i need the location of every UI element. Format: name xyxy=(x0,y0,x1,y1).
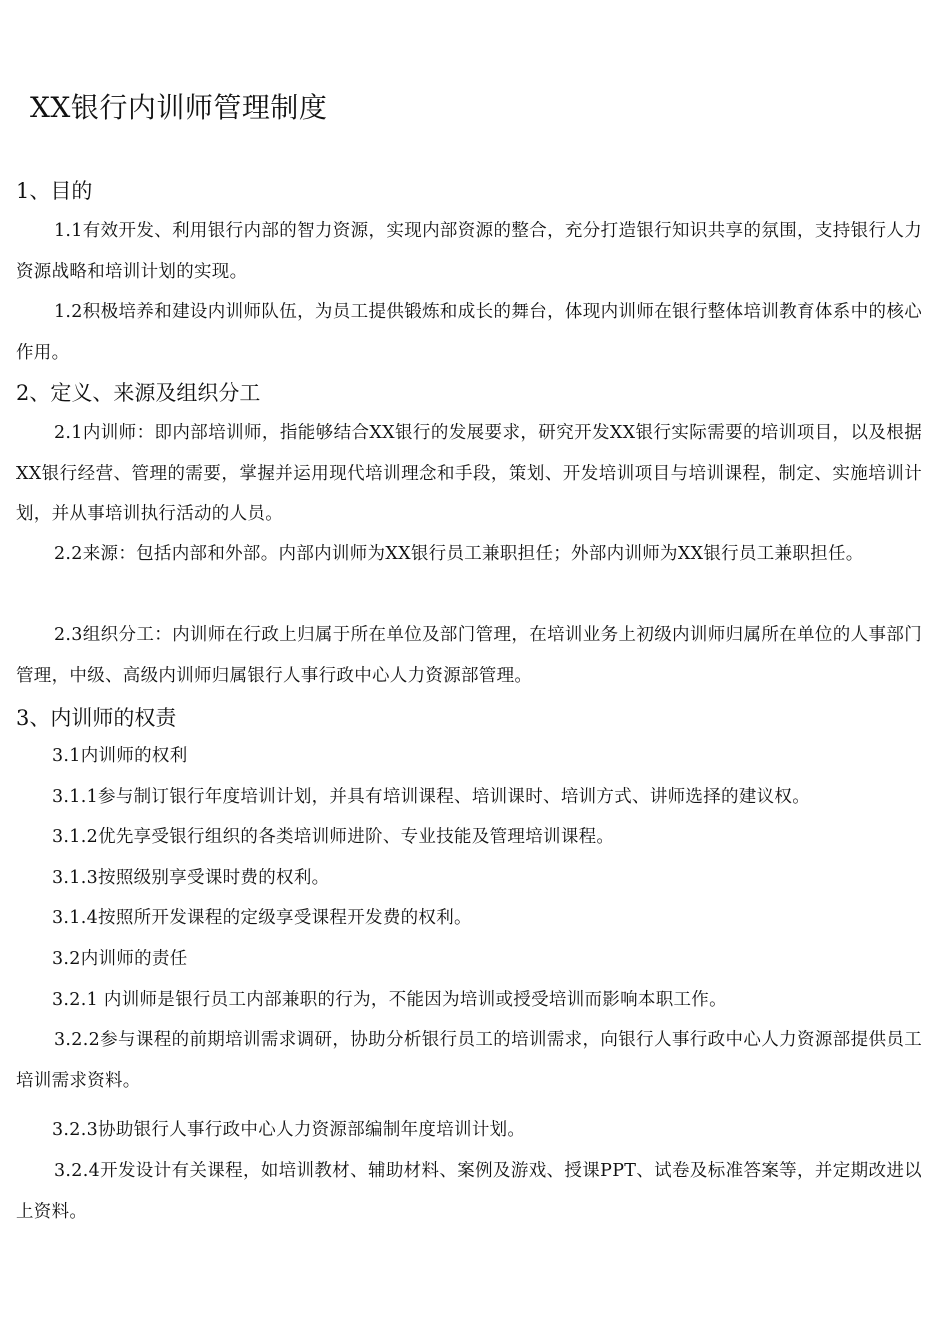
right-item-3-1-4: 3.1.4按照所开发课程的定级享受课程开发费的权利。 xyxy=(52,908,472,928)
section-heading-definition: 2、定义、来源及组织分工 xyxy=(16,381,261,405)
paragraph-1-2: 1.2积极培养和建设内训师队伍，为员工提供锻炼和成长的舞台，体现内训师在银行整体培训教育体系中的核心作用。 xyxy=(16,302,922,363)
section-heading-rights-duties: 3、内训师的权责 xyxy=(16,706,177,730)
subheading-duties: 3.2内训师的责任 xyxy=(52,949,188,969)
section-heading-purpose: 1、目的 xyxy=(16,179,93,203)
duty-item-3-2-1: 3.2.1 内训师是银行员工内部兼职的行为，不能因为培训或授受培训而影响本职工作。 xyxy=(52,990,727,1010)
duty-item-3-2-4: 3.2.4开发设计有关课程，如培训教材、辅助材料、案例及游戏、授课PPT、试卷及标准答案等，并定期改进以上资料。 xyxy=(16,1161,922,1222)
duty-item-3-2-3: 3.2.3协助银行人事行政中心人力资源部编制年度培训计划。 xyxy=(52,1120,526,1140)
document-title: XX银行内训师管理制度 xyxy=(30,91,328,124)
right-item-3-1-1: 3.1.1参与制订银行年度培训计划，并具有培训课程、培训课时、培训方式、讲师选择的建议权。 xyxy=(52,787,811,807)
paragraph-1-1: 1.1有效开发、利用银行内部的智力资源，实现内部资源的整合，充分打造银行知识共享的氛围，支持银行人力资源战略和培训计划的实现。 xyxy=(16,221,922,282)
paragraph-2-3: 2.3组织分工：内训师在行政上归属于所在单位及部门管理，在培训业务上初级内训师归属所在单位的人事部门管理，中级、高级内训师归属银行人事行政中心人力资源部管理。 xyxy=(16,625,922,686)
right-item-3-1-3: 3.1.3按照级别享受课时费的权利。 xyxy=(52,868,330,888)
paragraph-2-1: 2.1内训师：即内部培训师，指能够结合XX银行的发展要求，研究开发XX银行实际需要的培训项目，以及根据XX银行经营、管理的需要，掌握并运用现代培训理念和手段，策划、开发培训项目与培训课程，制定、实施培训计划，并从事培训执行活动的人员。 xyxy=(16,423,922,524)
right-item-3-1-2: 3.1.2优先享受银行组织的各类培训师进阶、专业技能及管理培训课程。 xyxy=(52,827,615,847)
subheading-rights: 3.1内训师的权利 xyxy=(52,746,188,766)
duty-item-3-2-2: 3.2.2参与课程的前期培训需求调研，协助分析银行员工的培训需求，向银行人事行政中心人力资源部提供员工培训需求资料。 xyxy=(16,1030,922,1091)
paragraph-2-2: 2.2来源：包括内部和外部。内部内训师为XX银行员工兼职担任；外部内训师为XX银行员工兼职担任。 xyxy=(54,544,864,564)
